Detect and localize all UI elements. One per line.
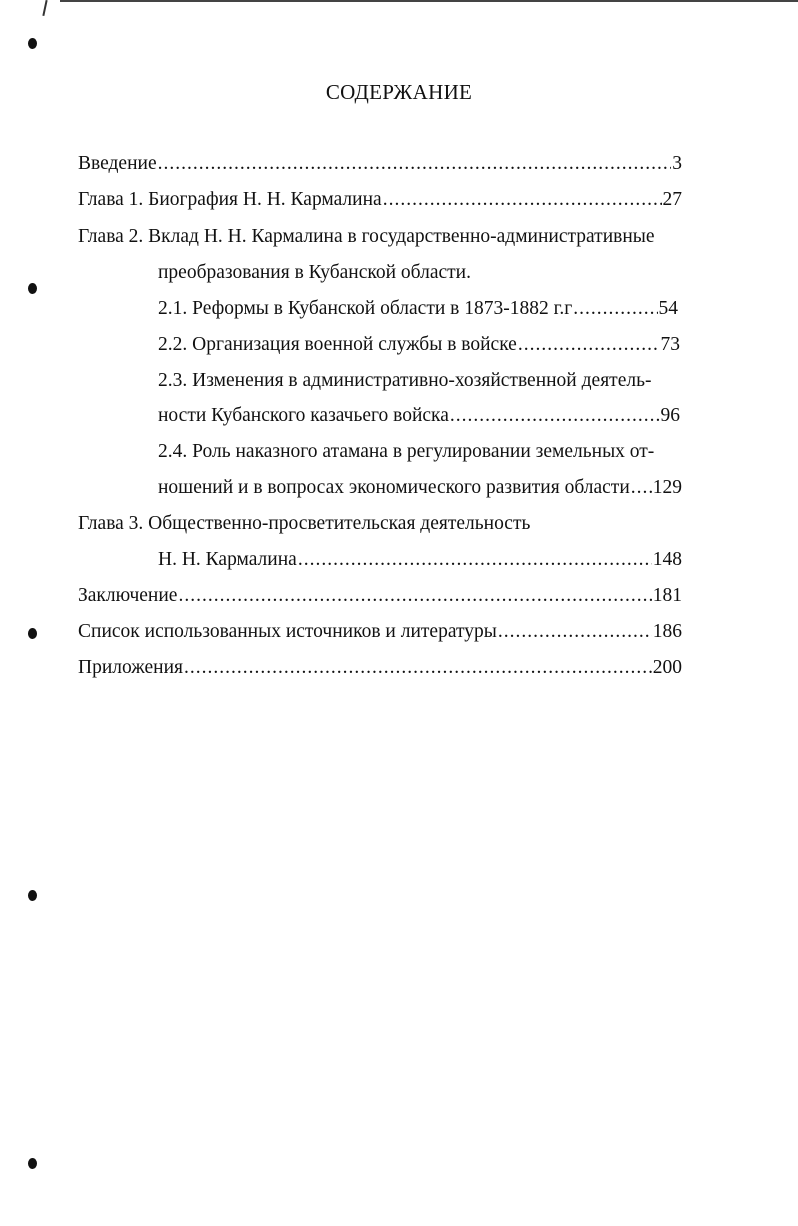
toc-entry-section-2-2	[158, 327, 680, 363]
toc-entry-page: 27	[662, 189, 682, 210]
binding-hole-mark	[28, 283, 37, 294]
toc-entry-page: 73	[660, 334, 680, 355]
top-border-line	[60, 0, 798, 4]
toc-entry-sources	[78, 614, 682, 650]
toc-entry-section-2-1	[158, 291, 678, 327]
binding-hole-mark	[28, 38, 37, 49]
toc-dot-leader	[450, 398, 660, 434]
toc-entry-page: 129	[652, 477, 682, 498]
toc-dot-leader	[498, 614, 652, 650]
toc-dot-leader	[631, 470, 652, 506]
toc-dot-leader	[184, 650, 652, 686]
toc-entry-page: 200	[652, 657, 682, 678]
top-margin-mark	[42, 0, 47, 16]
toc-entry-intro	[78, 146, 682, 182]
toc-entry-page: 3	[672, 153, 682, 174]
toc-entry-chapter-1	[78, 182, 682, 218]
toc-dot-leader	[158, 146, 672, 182]
binding-hole-mark	[28, 1158, 37, 1169]
toc-entry-section-2-3	[158, 398, 680, 434]
binding-hole-mark	[28, 890, 37, 901]
toc-entry-section-2-4-line-1: 2.4. Роль наказного атамана в регулировании земельных от-	[158, 441, 655, 462]
toc-entry-label: Н. Н. Кармалина	[158, 549, 297, 570]
toc-entry-section-2-3-line-1: 2.3. Изменения в административно-хозяйственной деятель-	[158, 370, 652, 391]
binding-hole-mark	[28, 628, 37, 639]
toc-dot-leader	[178, 578, 651, 614]
toc-entry-chapter-2-line-1: Глава 2. Вклад Н. Н. Кармалина в государственно-административные	[78, 226, 655, 247]
toc-entry-chapter-3-line-1: Глава 3. Общественно-просветительская деятельность	[78, 513, 531, 534]
toc-entry-section-2-4	[158, 470, 682, 506]
toc-entry-chapter-2-line-2: преобразования в Кубанской области.	[158, 262, 471, 283]
toc-entry-chapter-3	[158, 542, 682, 578]
toc-entry-conclusion	[78, 578, 682, 614]
toc-entry-page: 96	[660, 405, 680, 426]
toc-entry-appendix	[78, 650, 682, 686]
toc-entry-label: 2.2. Организация военной службы в войске	[158, 334, 517, 355]
toc-entry-page: 54	[658, 298, 678, 319]
page-title: СОДЕРЖАНИЕ	[325, 80, 473, 104]
toc-dot-leader	[298, 542, 652, 578]
toc-entry-label: Введение	[78, 153, 157, 174]
toc-entry-label: 2.1. Реформы в Кубанской области в 1873-1882 г.г	[158, 298, 573, 319]
toc-entry-label: Приложения	[78, 657, 183, 678]
toc-dot-leader	[573, 291, 657, 327]
toc-entry-page: 148	[652, 549, 682, 570]
toc-entry-label: ношений и в вопросах экономического развития области	[158, 477, 630, 498]
toc-entry-page: 181	[652, 585, 682, 606]
toc-entry-label: Заключение	[78, 585, 178, 606]
toc-dot-leader	[518, 327, 660, 363]
toc-entry-page: 186	[652, 621, 682, 642]
toc-entry-label: Список использованных источников и литературы	[78, 621, 497, 642]
toc-entry-label: Глава 1. Биография Н. Н. Кармалина	[78, 189, 382, 210]
toc-entry-label: ности Кубанского казачьего войска	[158, 405, 449, 426]
toc-dot-leader	[383, 182, 662, 218]
